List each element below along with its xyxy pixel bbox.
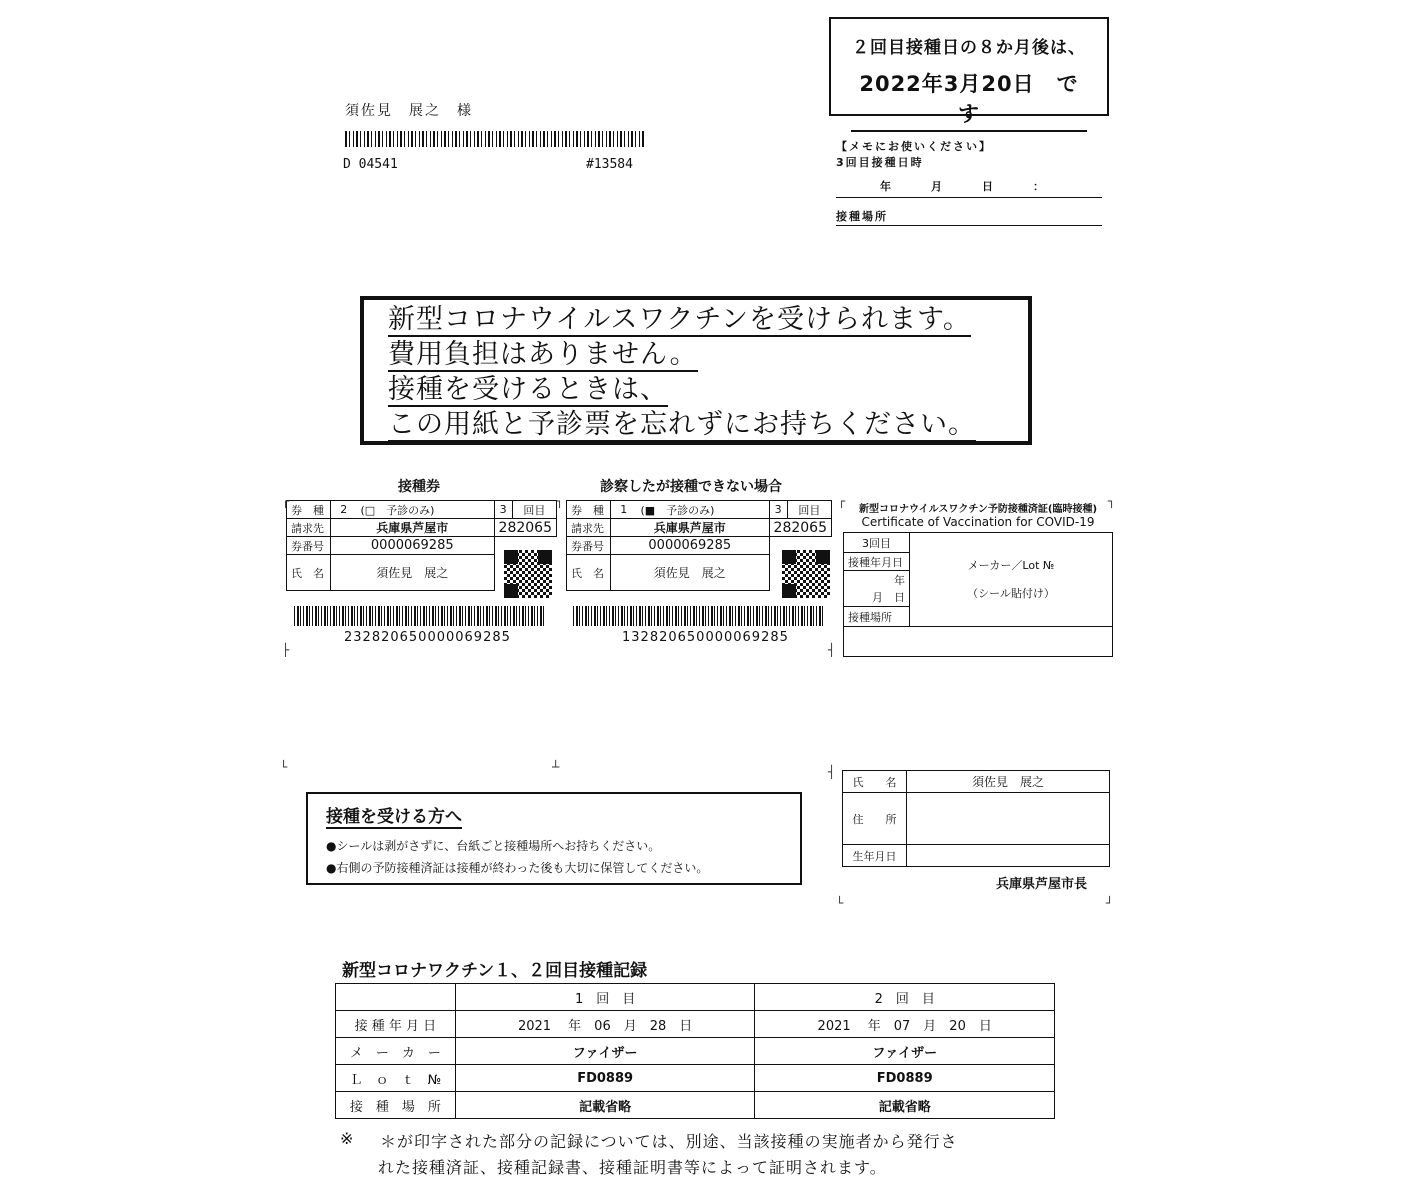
record-dose2-place: 記載省略: [755, 1092, 1055, 1119]
certificate-date-label: 接種年月日: [844, 553, 910, 571]
ticket2-barcode-number: 132820650000069285: [622, 630, 789, 645]
certificate-place-label: 接種場所: [844, 607, 910, 627]
main-message-box: [360, 296, 1032, 445]
record-dose2-maker: ファイザー: [755, 1038, 1055, 1065]
vaccination-record-table: [335, 983, 1055, 1119]
record-row-label: Ｌ ｏ ｔ №: [336, 1065, 456, 1092]
certificate-month-day: 月 日: [844, 589, 910, 607]
crop-mark: ┐: [1108, 494, 1116, 508]
recipient-name: 須佐見 展之 様: [345, 103, 473, 119]
certificate-table: [843, 532, 1113, 657]
certificate-seal-label: （シール貼付け）: [967, 586, 1055, 600]
ticket2-name-label: 氏 名: [567, 555, 611, 591]
crop-mark: ┌: [838, 494, 846, 508]
recipient-code-right: #13584: [586, 157, 633, 172]
memo-date-line: [836, 176, 1102, 198]
crop-mark: ┌: [282, 494, 290, 508]
certificate-maker-label: メーカー／Lot №: [967, 558, 1055, 572]
record-dose2-date: 2021 年 07 月 20 日: [755, 1011, 1055, 1038]
ticket1-qr-code: [504, 550, 552, 598]
ticket2-no-label: 券番号: [567, 537, 611, 555]
record-corner: [336, 984, 456, 1011]
ticket1-title: 接種券: [398, 479, 440, 495]
notice-date: 2022年3月20日 です: [851, 68, 1087, 132]
crop-mark: └: [280, 760, 288, 774]
crop-mark: ┐: [556, 494, 564, 508]
holder-address: [907, 793, 1110, 845]
instruction-item-1: ●シールは剥がさずに、台紙ごと接種場所へお持ちください。: [326, 839, 661, 853]
record-row-label: メ ー カ ー: [336, 1038, 456, 1065]
record-dose1-lot: FD0889: [455, 1065, 755, 1092]
memo-date-fields: 年 月 日 ：: [880, 180, 1050, 193]
holder-name: 須佐見 展之: [907, 771, 1110, 793]
record-dose1-place: 記載省略: [455, 1092, 755, 1119]
ticket1-type-opt: (□ 予診のみ): [357, 501, 495, 519]
ticket1-bill-label: 請求先: [287, 519, 331, 537]
ticket1-no-label: 券番号: [287, 537, 331, 555]
certificate-year: 年: [844, 571, 910, 589]
holder-address-label: 住 所: [843, 793, 907, 845]
memo-place-label: 接種場所: [836, 210, 888, 223]
ticket2-name: 須佐見 展之: [611, 555, 770, 591]
memo-section: [836, 138, 1102, 226]
ticket2-bill-code: 282065: [769, 519, 831, 537]
record-col2-header: 2 回 目: [755, 984, 1055, 1011]
record-title: 新型コロナワクチン１、２回目接種記録: [342, 961, 648, 981]
memo-datetime-label: 3回目接種日時: [836, 156, 924, 169]
instructions-box: [306, 792, 802, 885]
ticket1-dose-unit: 回目: [512, 501, 556, 519]
ticket2-no: 0000069285: [611, 537, 770, 555]
record-note-line1: ＊が印字された部分の記録については、別途、当該接種の実施者から発行さ: [380, 1132, 958, 1151]
ticket2-type-no: 1: [611, 501, 637, 519]
ticket1-barcode-number: 232820650000069285: [344, 630, 511, 645]
holder-table: [842, 770, 1110, 867]
memo-title: 【メモにお使いください】: [836, 140, 992, 153]
message-line1: 新型コロナウイルスワクチンを受けられます。: [388, 304, 971, 335]
ticket1-type-label: 券 種: [287, 501, 331, 519]
certificate-sticker-area: [910, 533, 1113, 627]
ticket2-bill: 兵庫県芦屋市: [611, 519, 770, 537]
certificate-dose: 3回目: [844, 533, 910, 553]
certificate-title-en: Certificate of Vaccination for COVID-19: [861, 515, 1095, 529]
crop-mark: ┘: [1106, 896, 1114, 910]
crop-mark: ┤: [828, 643, 836, 657]
message-line2: 費用負担はありません。: [388, 339, 698, 370]
certificate-header: [843, 500, 1113, 529]
ticket1-name: 須佐見 展之: [331, 555, 495, 591]
ticket2-barcode: [573, 606, 823, 626]
memo-place-line: [836, 204, 1102, 226]
record-note-mark: ※: [340, 1129, 354, 1148]
ticket1-name-label: 氏 名: [287, 555, 331, 591]
recipient-code-left: D 04541: [343, 157, 398, 172]
crop-mark: ┴: [552, 760, 560, 774]
crop-mark: ├: [282, 643, 290, 657]
holder-name-label: 氏 名: [843, 771, 907, 793]
record-dose2-lot: FD0889: [755, 1065, 1055, 1092]
certificate-title-jp: 新型コロナウイルスワクチン予防接種済証(臨時接種): [858, 504, 1098, 515]
ticket2-qr-code: [782, 550, 830, 598]
issuer: 兵庫県芦屋市長: [996, 877, 1088, 892]
record-row-label: 接 種 年 月 日: [336, 1011, 456, 1038]
ticket2-title: 診察したが接種できない場合: [600, 479, 782, 495]
record-dose1-maker: ファイザー: [455, 1038, 755, 1065]
ticket2-type-label: 券 種: [567, 501, 611, 519]
revaccination-notice-box: [829, 17, 1109, 126]
ticket2-dose-unit: 回目: [787, 501, 831, 519]
holder-birth: [907, 845, 1110, 867]
instructions-heading: 接種を受ける方へ: [326, 802, 462, 829]
ticket1-type-no: 2: [331, 501, 357, 519]
ticket1: [286, 500, 557, 600]
record-dose1-date: 2021 年 06 月 28 日: [455, 1011, 755, 1038]
postal-barcode: [345, 131, 645, 147]
instruction-item-2: ●右側の予防接種済証は接種が終わった後も大切に保管してください。: [326, 861, 709, 875]
certificate-place-field: [844, 627, 1113, 657]
crop-mark: └: [836, 896, 844, 910]
message-line3: 接種を受けるときは、: [388, 374, 668, 405]
ticket1-bill-code: 282065: [494, 519, 556, 537]
ticket1-barcode: [294, 606, 544, 626]
ticket1-bill: 兵庫県芦屋市: [331, 519, 495, 537]
ticket2-dose: 3: [769, 501, 787, 519]
ticket2-bill-label: 請求先: [567, 519, 611, 537]
holder-birth-label: 生年月日: [843, 845, 907, 867]
message-line4: この用紙と予診票を忘れずにお持ちください。: [388, 409, 976, 440]
ticket1-dose: 3: [494, 501, 512, 519]
record-note-line2: れた接種済証、接種記録書、接種証明書等によって証明されます。: [378, 1158, 887, 1177]
ticket1-no: 0000069285: [331, 537, 495, 555]
record-col1-header: 1 回 目: [455, 984, 755, 1011]
ticket2: [566, 500, 832, 600]
record-row-label: 接 種 場 所: [336, 1092, 456, 1119]
notice-line1: ２回目接種日の８か月後は、: [852, 38, 1086, 58]
ticket2-type-opt: (■ 予診のみ): [637, 501, 770, 519]
crop-mark: ┤: [828, 765, 836, 779]
